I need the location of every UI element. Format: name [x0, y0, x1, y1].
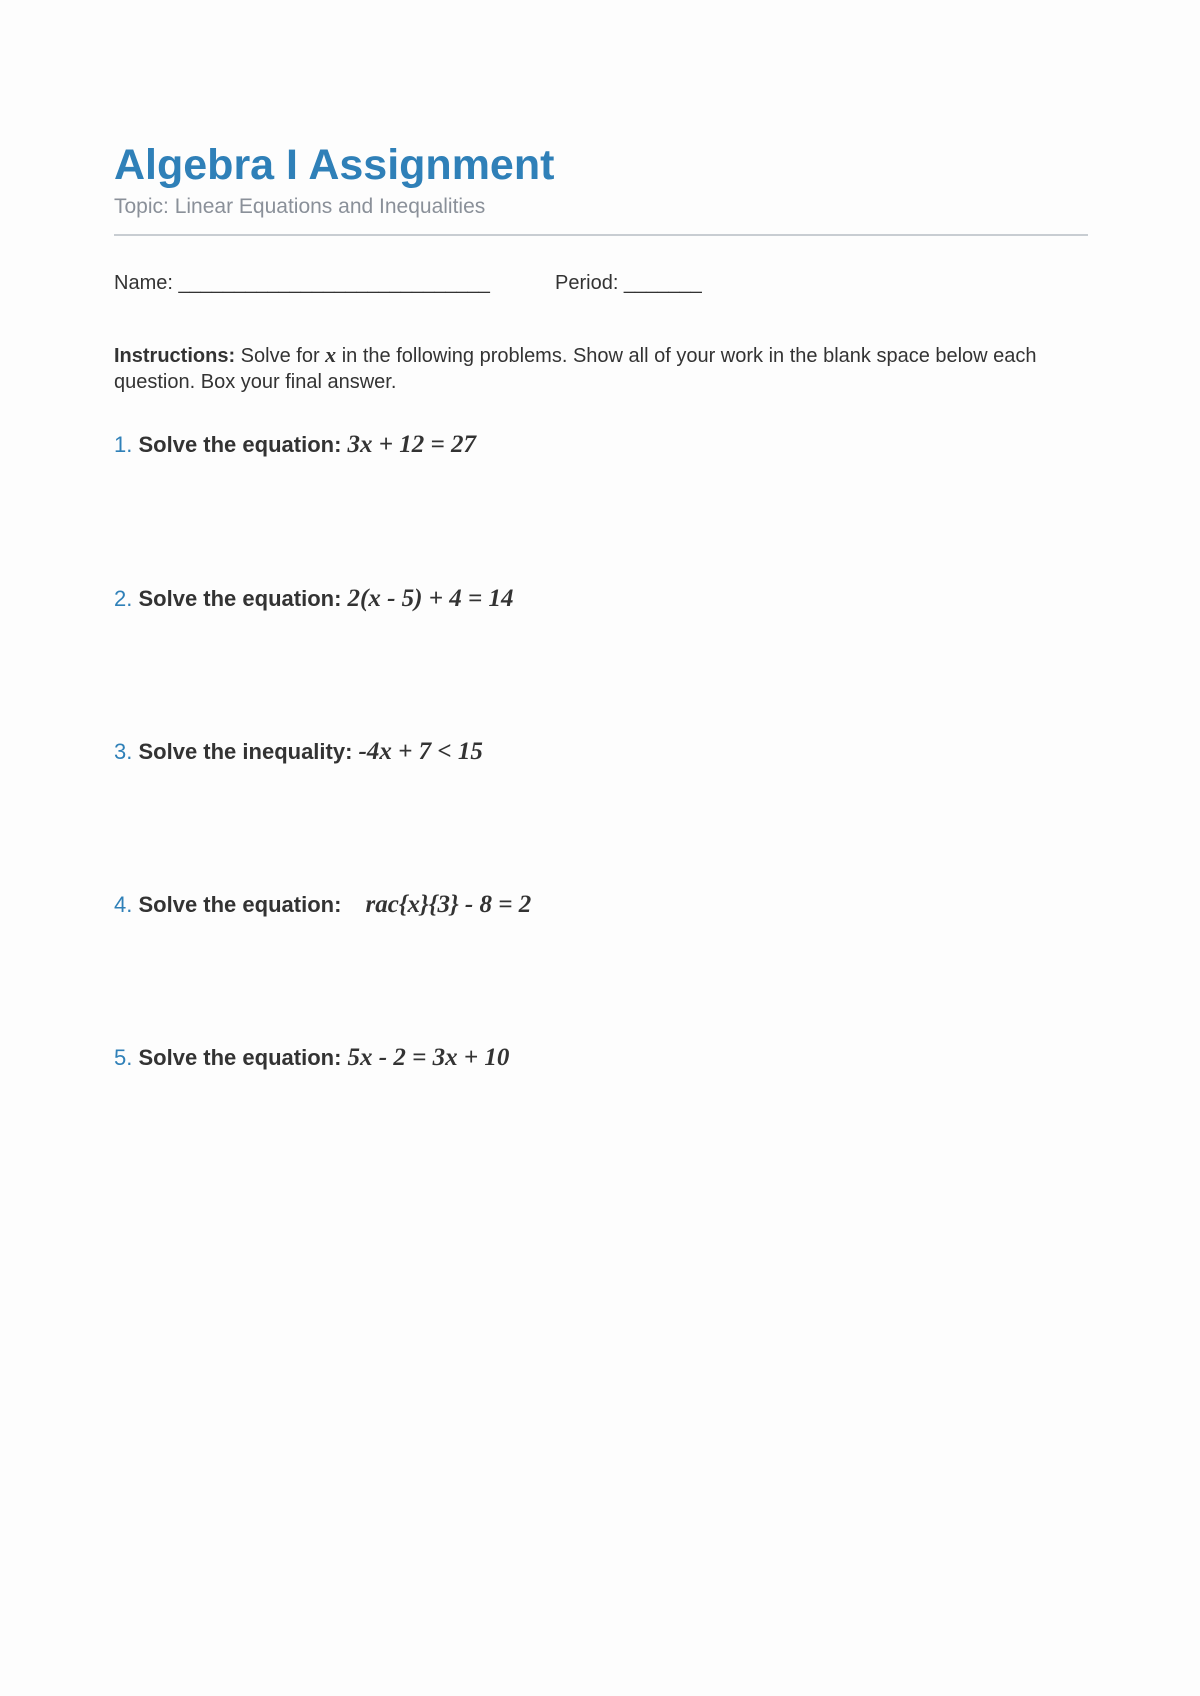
- question-number: 1.: [114, 432, 133, 457]
- question-expression: rac{x}{3} - 8 = 2: [365, 891, 532, 918]
- question-3: [114, 737, 483, 767]
- question-number: 3.: [114, 739, 133, 764]
- instructions-text-a: Solve for: [235, 345, 326, 367]
- question-expression: -4x + 7 < 15: [358, 738, 483, 765]
- question-1: [114, 430, 476, 460]
- instructions-label: Instructions:: [114, 345, 236, 367]
- student-fields: [114, 270, 1088, 300]
- worksheet: [114, 140, 1088, 395]
- question-expression: 3x + 12 = 27: [347, 431, 477, 458]
- question-label: Solve the equation:: [138, 1045, 342, 1070]
- header-divider: [114, 234, 1088, 236]
- question-expression: 2(x - 5) + 4 = 14: [347, 585, 514, 612]
- instructions-variable: x: [325, 342, 337, 367]
- question-number: 5.: [114, 1045, 133, 1070]
- question-number: 4.: [114, 892, 133, 917]
- period-field[interactable]: Period: _______: [555, 272, 702, 294]
- question-2: [114, 584, 514, 614]
- name-field[interactable]: Name: ____________________________: [114, 272, 490, 294]
- page-subtitle: Topic: Linear Equations and Inequalities: [114, 195, 486, 218]
- question-5: [114, 1043, 509, 1073]
- question-number: 2.: [114, 586, 133, 611]
- question-label: Solve the inequality:: [138, 739, 353, 764]
- instructions-text-b: in the following problems. Show all of your work in the blank space below each question. Box your final answer.: [114, 345, 1037, 393]
- question-label: Solve the equation:: [138, 892, 342, 917]
- question-label: Solve the equation:: [138, 432, 342, 457]
- question-expression: 5x - 2 = 3x + 10: [347, 1044, 510, 1071]
- instructions: [114, 342, 1088, 395]
- page-title: Algebra I Assignment: [114, 141, 555, 189]
- question-label: Solve the equation:: [138, 586, 342, 611]
- question-4: [114, 890, 531, 920]
